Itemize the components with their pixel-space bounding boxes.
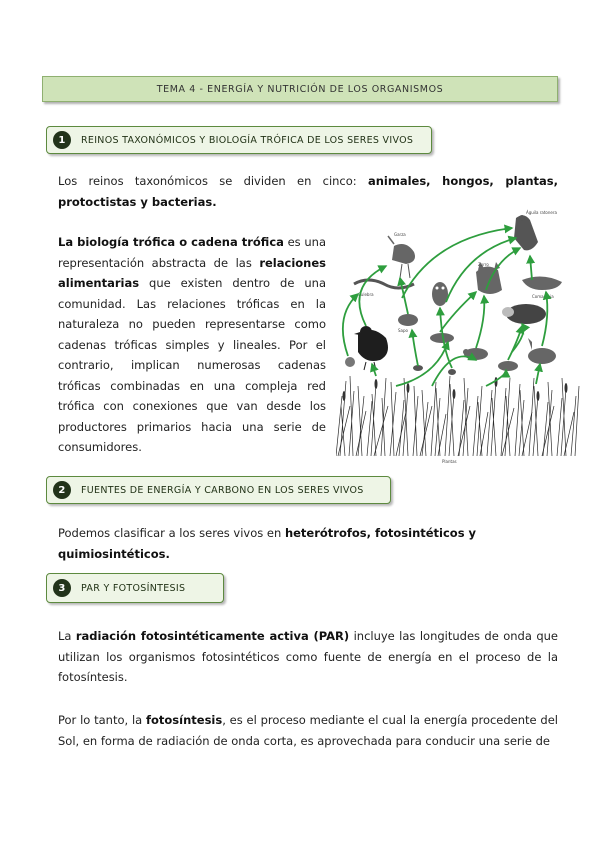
bold-text: heterótrofos, fotosintéticos y quimiosintéticos. [58,526,477,561]
caption-fox: Zorro [478,262,489,267]
caption-hawk: Águila ratonera [526,210,557,215]
toad-icon [398,314,418,326]
section-1-heading [46,126,432,154]
section-2-heading [46,476,391,504]
snail-icon [345,357,355,367]
section-2-paragraph [58,523,568,564]
bold-text: relaciones alimentarias [58,255,326,290]
bold-text: radiación fotosintéticamente activa (PAR) [75,629,350,643]
mouse-icon [463,348,488,360]
section-3-paragraph-1 [58,626,558,688]
caption-plants: Plantas [442,459,457,464]
weasel-icon [522,276,562,290]
bold-text: fotosíntesis [146,713,223,727]
caption-weasel: Comadreja [532,294,554,299]
section-3-title: PAR Y FOTOSÍNTESIS [81,582,186,594]
food-web-illustration [336,206,580,464]
section-3-number: 3 [53,579,71,597]
caption-heron: Garza [394,232,406,237]
section-2-number: 2 [53,481,71,499]
rabbit-icon [528,338,556,364]
starling-icon [354,326,388,370]
section-1-title: REINOS TAXONÓMICOS Y BIOLOGÍA TRÓFICA DE LOS SERES VIVOS [81,134,414,146]
hawk-icon [514,215,538,250]
text: Los reinos taxonómicos se dividen en cinco: [58,174,368,188]
section-3-paragraph-2 [58,710,558,751]
text: incluye las longitudes de onda que utilizan los organismos fotosintéticos como fuente de energía en el proceso de la fotosíntesis. [58,629,558,684]
section-1-number: 1 [53,131,71,149]
section-1-paragraph-2 [58,232,326,458]
grass-field [336,376,579,456]
page-title: TEMA 4 - ENERGÍA Y NUTRICIÓN DE LOS ORGANISMOS [42,76,558,102]
text: que existen dentro de una comunidad. Las relaciones tróficas en la naturaleza no pueden representarse como cadenas tróficas simples y lineales. Por el contrario, implican numerosas cadenas tróficas combinadas en una compleja red trófica con conexiones que van desde los productores primarios hacia una serie de consumidores. [58,276,326,454]
beetle-icon [413,365,456,375]
section-3-heading [46,573,224,603]
text: La [58,629,76,643]
bold-text: La biología trófica o cadena trófica [58,235,284,249]
text: , es el proceso mediante el cual la energía procedente del Sol, en forma de radiación de onda corta, es aprovechada para conducir una serie de [58,713,558,748]
heron-icon [388,236,415,278]
vole-icon [498,361,518,371]
caption-toad: Sapo [398,328,408,333]
text: Podemos clasificar a los seres vivos en [58,526,285,540]
text: Por lo tanto, la [58,713,146,727]
owl-icon [432,282,448,306]
bold-text: animales, hongos, plantas, protoctistas y bacterias. [58,174,558,209]
badger-icon [502,304,546,324]
caption-snake: Culebra [358,292,374,297]
text: es una representación abstracta de las [58,235,326,270]
section-2-title: FUENTES DE ENERGÍA Y CARBONO EN LOS SERES VIVOS [81,484,364,496]
